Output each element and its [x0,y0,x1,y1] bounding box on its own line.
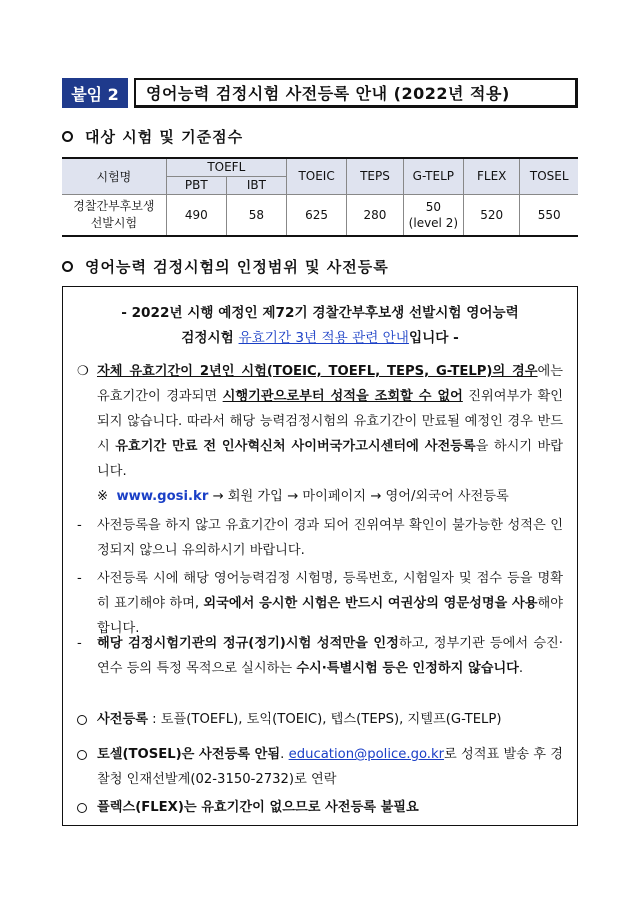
paragraph-unregistered: - 사전등록을 하지 않고 유효기간이 경과 되어 진위여부 확인이 불가능한 성적은 인정되지 않으니 유의하시기 바랍니다. [77,518,563,558]
paragraph-validity: ❍ 자체 유효기간이 2년인 시험(TOEIC, TOEFL, TEPS, G-TELP)의 경우에는 유효기간이 경과되면 시행기관으로부터 성적을 조회할 수 없어 진위여부가 확인되지 않습니다. 따라서 해당 능력검정시험의 유효기간이 만료될 예정인 경우 반드시 유효기간 만료 전 인사혁신처 사이버국가고시센터에 사전등록을 하시기 바랍니다. [77,359,563,484]
reference-mark-icon: ※ [97,489,109,504]
score-flex: 520 [464,194,520,236]
header-exam-name: 시험명 [62,158,166,194]
attachment-badge: 붙임 2 [62,78,128,108]
score-ibt: 58 [226,194,286,236]
title-bar [62,78,578,108]
score-pbt: 490 [166,194,226,236]
paragraph-tosel: 토셀(TOSEL)은 사전등록 안됨. education@police.go.kr로 성적표 발송 후 경찰청 인재선발계(02-3150-2732)로 연락 [77,742,563,792]
section-heading-text: 영어능력 검정시험의 인정범위 및 사전등록 [85,258,389,276]
validity-notice-link[interactable]: 유효기간 3년 적용 관련 안내 [238,330,409,346]
hollow-circle-icon [77,750,87,760]
score-toeic: 625 [286,194,346,236]
header-toefl: TOEFL [166,158,286,176]
gosi-link[interactable]: www.gosi.kr [116,489,209,504]
header-flex: FLEX [464,158,520,194]
paragraph-regular-only: - 해당 검정시험기관의 정규(정기)시험 성적만을 인정하고, 정부기관 등에서 승진·연수 등의 특정 목적으로 실시하는 수시·특별시험 등은 인정하지 않습니다. [77,636,563,676]
paragraph-flex: 플렉스(FLEX)는 유효기간이 없으므로 사전등록 불필요 [77,795,563,820]
header-teps: TEPS [347,158,403,194]
notice-intro: - 2022년 시행 예정인 제72기 경찰간부후보생 선발시험 영어능력 검정시험 유효기간 3년 적용 관련 안내입니다 - [121,305,519,346]
header-ibt: IBT [226,176,286,194]
header-gtelp: G-TELP [403,158,463,194]
paragraph-preregistration: 사전등록 : 토플(TOEFL), 토익(TOEIC), 텝스(TEPS), 지텔프(G-TELP) [77,707,563,732]
score-gtelp: 50 (level 2) [403,194,463,236]
score-table [62,157,578,237]
header-pbt: PBT [166,176,226,194]
section-heading-target-exams [62,126,243,147]
info-box [62,286,578,826]
email-link[interactable]: education@police.go.kr [288,747,445,762]
note-gosi: ※ www.gosi.kr → 회원 가입 → 마이페이지 → 영어/외국어 사전등록 [97,489,509,504]
table-row [62,194,578,236]
row-exam-name: 경찰간부후보생 선발시험 [62,194,166,236]
header-toeic: TOEIC [286,158,346,194]
score-tosel: 550 [520,194,578,236]
page-title: 영어능력 검정시험 사전등록 안내 (2022년 적용) [134,78,578,108]
circle-bullet-icon [62,261,73,272]
hollow-circle-icon: ❍ [77,364,89,379]
paragraph-registration-details: - 사전등록 시에 해당 영어능력검정 시험명, 등록번호, 시험일자 및 점수 등을 명확히 표기해야 하며, 외국에서 응시한 시험은 반드시 여권상의 영문성명을 사용해야 합니다. [77,571,563,636]
section-heading-text: 대상 시험 및 기준점수 [85,128,244,146]
hollow-circle-icon [77,803,87,813]
score-teps: 280 [347,194,403,236]
section-heading-recognition [62,256,389,277]
hollow-circle-icon [77,715,87,725]
circle-bullet-icon [62,131,73,142]
header-tosel: TOSEL [520,158,578,194]
